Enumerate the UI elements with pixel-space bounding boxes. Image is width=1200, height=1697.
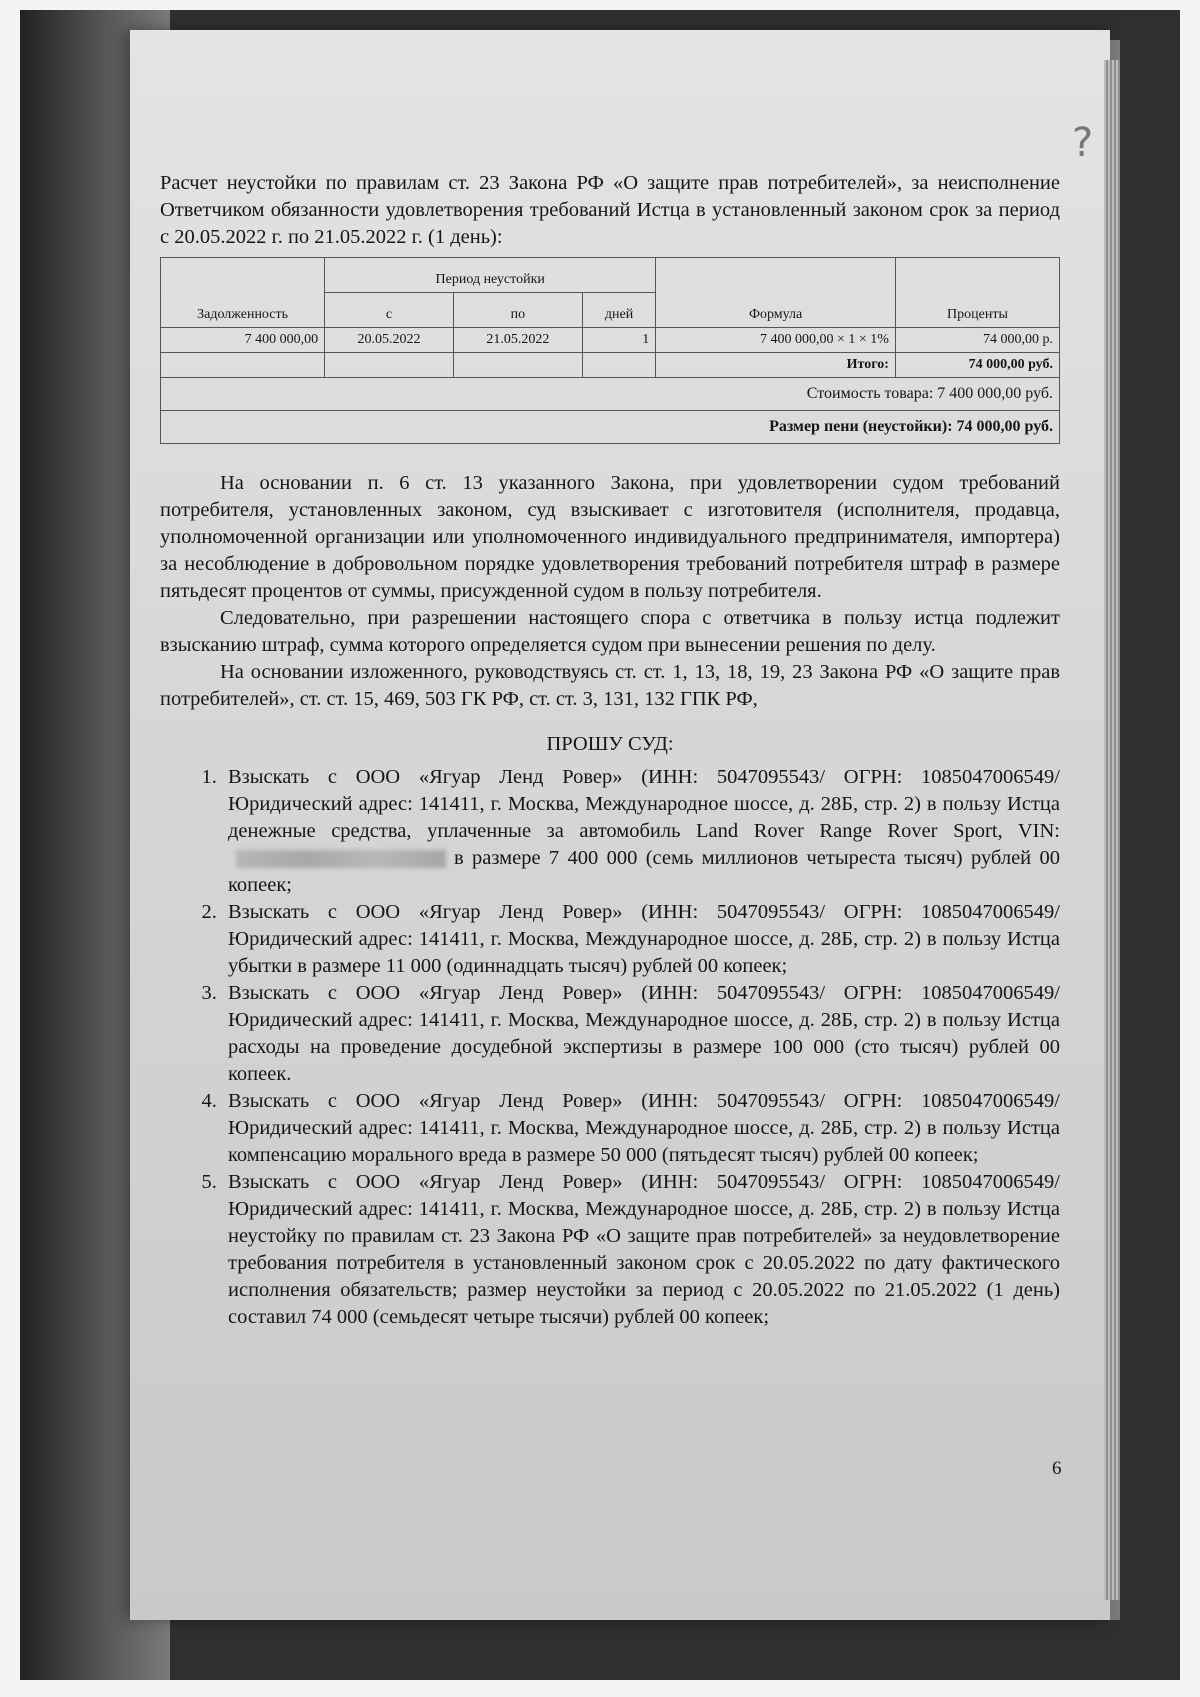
penalty-row [161,411,1060,444]
cell-formula: 7 400 000,00 × 1 × 1% [656,328,896,353]
table-row [161,328,1060,353]
request-heading: ПРОШУ СУД: [546,733,674,755]
cell-to: 21.05.2022 [453,328,582,353]
total-label: Итого: [656,353,896,378]
header-to: по [453,293,582,328]
header-period: Период неустойки [325,258,656,293]
cell-from: 20.05.2022 [325,328,454,353]
cost-line: Стоимость товара: 7 400 000,00 руб. [161,378,1060,411]
header-percent: Проценты [895,258,1059,328]
claim-3-text: Взыскать с ООО «Ягуар Ленд Ровер» (ИНН: 5047095543/ ОГРН: 1085047006549/ Юридический адрес: 141411, г. Москва, Международное шоссе, д. 28Б, стр. 2) в пользу Истца расходы на проведение досудебной экспертизы в размере 100 000 (сто тысяч) рублей 00 копеек. [228,982,1060,1085]
handwritten-mark: ? [1072,120,1094,166]
claim-2-text: Взыскать с ООО «Ягуар Ленд Ровер» (ИНН: 5047095543/ ОГРН: 1085047006549/ Юридический адрес: 141411, г. Москва, Международное шоссе, д. 28Б, стр. 2) в пользу Истца убытки в размере 11 000 (одиннадцать тысяч) рублей 00 копеек; [228,901,1060,977]
list-item [222,980,1060,1088]
penalty-table [160,257,1060,444]
cell-percent: 74 000,00 р. [895,328,1059,353]
list-item [222,899,1060,980]
claims-list [160,764,1060,1331]
list-item [222,1088,1060,1169]
penalty-line: Размер пени (неустойки): 74 000,00 руб. [161,411,1060,444]
cell-days: 1 [582,328,655,353]
cost-row [161,378,1060,411]
intro-paragraph: Расчет неустойки по правилам ст. 23 Закона РФ «О защите прав потребителей», за неисполнение Ответчиком обязанности удовлетворения требований Истца в установленный законом срок за период с 20.05.2022 г. по 21.05.2022 г. (1 день): [160,172,1060,248]
claim-5-text: Взыскать с ООО «Ягуар Ленд Ровер» (ИНН: 5047095543/ ОГРН: 1085047006549/ Юридический адрес: 141411, г. Москва, Международное шоссе, д. 28Б, стр. 2) в пользу Истца неустойку по правилам ст. 23 Закона РФ «О защите прав потребителей» за неудовлетворение требования потребителя в установленный законом срок с 20.05.2022 по дату фактического исполнения обязательств; размер неустойки за период с 20.05.2022 по 21.05.2022 (1 день) составил 74 000 (семьдесят четыре тысячи) рублей 00 копеек; [228,1171,1060,1328]
claim-4-text: Взыскать с ООО «Ягуар Ленд Ровер» (ИНН: 5047095543/ ОГРН: 1085047006549/ Юридический адрес: 141411, г. Москва, Международное шоссе, д. 28Б, стр. 2) в пользу Истца компенсацию морального вреда в размере 50 000 (пятьдесят тысяч) рублей 00 копеек; [228,1090,1060,1166]
header-formula: Формула [656,258,896,328]
claim-1-amount: в размере 7 400 000 (семь миллионов четыреста тысяч) рублей 00 копеек; [228,847,1060,896]
document-content [160,170,1060,1331]
page-number: 6 [1052,1458,1062,1479]
total-value-cell [895,353,1059,378]
table-header-row [161,258,1060,293]
total-unit: руб. [1028,357,1053,372]
page-edges [1104,60,1120,1600]
header-from: с [325,293,454,328]
vin-redacted [236,850,446,868]
cell-debt: 7 400 000,00 [161,328,325,353]
paragraph-legal-basis: На основании изложенного, руководствуясь ст. ст. 1, 13, 18, 19, 23 Закона РФ «О защите прав потребителей», ст. ст. 15, 469, 503 ГК РФ, ст. ст. 3, 131, 132 ГПК РФ, [160,661,1060,710]
table-total-row [161,353,1060,378]
paragraph-consequently: Следовательно, при разрешении настоящего спора с ответчика в пользу истца подлежит взысканию штраф, сумма которого определяется судом при вынесении решения по делу. [160,607,1060,656]
paragraph-fine-basis: На основании п. 6 ст. 13 указанного Закона, при удовлетворении судом требований потребителя, установленных законом, суд взыскивает с изготовителя (исполнителя, продавца, уполномоченной организации или уполномоченного индивидуального предпринимателя, импортера) за несоблюдение в добровольном порядке удовлетворения требований потребителя штраф в размере пятьдесят процентов от суммы, присужденной судом в пользу потребителя. [160,472,1060,602]
claim-1-text: Взыскать с ООО «Ягуар Ленд Ровер» (ИНН: 5047095543/ ОГРН: 1085047006549/ Юридический адрес: 141411, г. Москва, Международное шоссе, д. 28Б, стр. 2) в пользу Истца денежные средства, уплаченные за автомобиль Land Rover Range Rover Sport, VIN: [228,766,1060,842]
total-value: 74 000,00 [968,357,1025,372]
header-debt: Задолженность [161,258,325,328]
list-item [222,1169,1060,1331]
list-item [222,764,1060,899]
header-days: дней [582,293,655,328]
